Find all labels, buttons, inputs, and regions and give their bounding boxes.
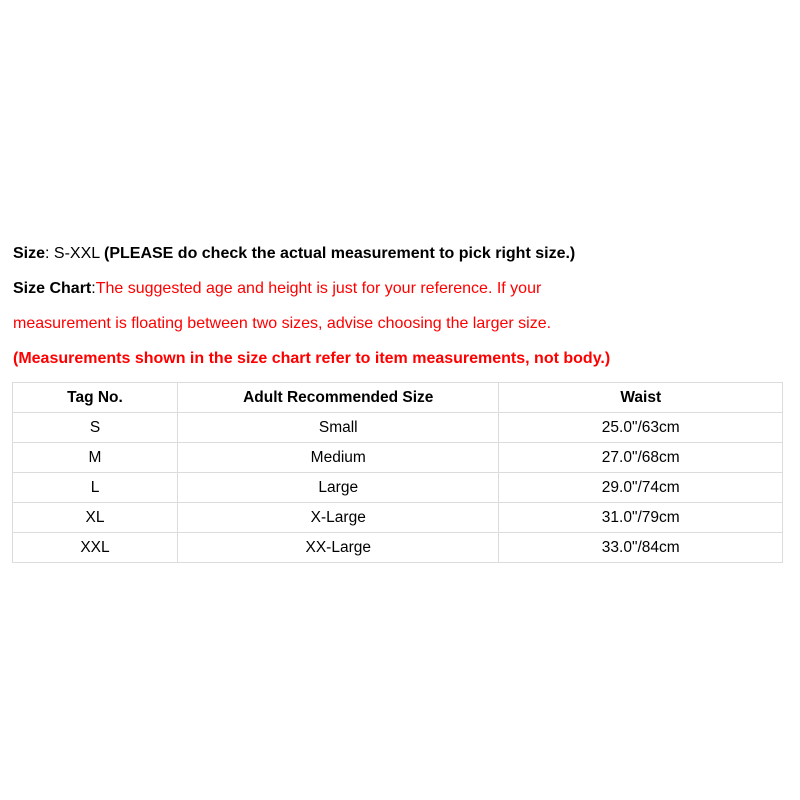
size-chart-reference-text: The suggested age and height is just for your reference. If your <box>95 280 542 297</box>
table-row <box>13 443 783 473</box>
size-label: Size <box>13 245 46 262</box>
measurement-note-line <box>13 346 793 381</box>
tag-cell: M <box>13 443 178 473</box>
size-chart-advice-text: measurement is floating between two sizes, advise choosing the larger size. <box>13 315 552 332</box>
waist-cell: 29.0"/74cm <box>499 473 783 503</box>
tag-cell: XXL <box>13 533 178 563</box>
adult-size-cell: Medium <box>178 443 499 473</box>
adult-size-cell: X-Large <box>178 503 499 533</box>
size-check-note: (PLEASE do check the actual measurement to pick right size.) <box>104 245 576 262</box>
header-adult-recommended-size: Adult Recommended Size <box>178 383 499 413</box>
adult-size-cell: Small <box>178 413 499 443</box>
table-row <box>13 503 783 533</box>
size-chart-table <box>12 382 783 563</box>
table-row <box>13 533 783 563</box>
size-line <box>13 241 793 276</box>
tag-cell: L <box>13 473 178 503</box>
size-chart-advice-line <box>13 311 793 346</box>
waist-cell: 25.0"/63cm <box>499 413 783 443</box>
size-chart-label: Size Chart <box>13 280 92 297</box>
size-chart-separator: : <box>91 280 96 297</box>
waist-cell: 27.0"/68cm <box>499 443 783 473</box>
table-header-row <box>13 383 783 413</box>
size-description <box>13 241 793 381</box>
adult-size-cell: XX-Large <box>178 533 499 563</box>
waist-cell: 33.0"/84cm <box>499 533 783 563</box>
tag-cell: S <box>13 413 178 443</box>
size-value: : S-XXL <box>45 245 104 262</box>
header-tag-no: Tag No. <box>13 383 178 413</box>
size-chart-line <box>13 276 793 311</box>
measurement-note: (Measurements shown in the size chart refer to item measurements, not body.) <box>13 350 611 367</box>
adult-size-cell: Large <box>178 473 499 503</box>
header-waist: Waist <box>499 383 783 413</box>
waist-cell: 31.0"/79cm <box>499 503 783 533</box>
table-row <box>13 473 783 503</box>
table-row <box>13 413 783 443</box>
tag-cell: XL <box>13 503 178 533</box>
